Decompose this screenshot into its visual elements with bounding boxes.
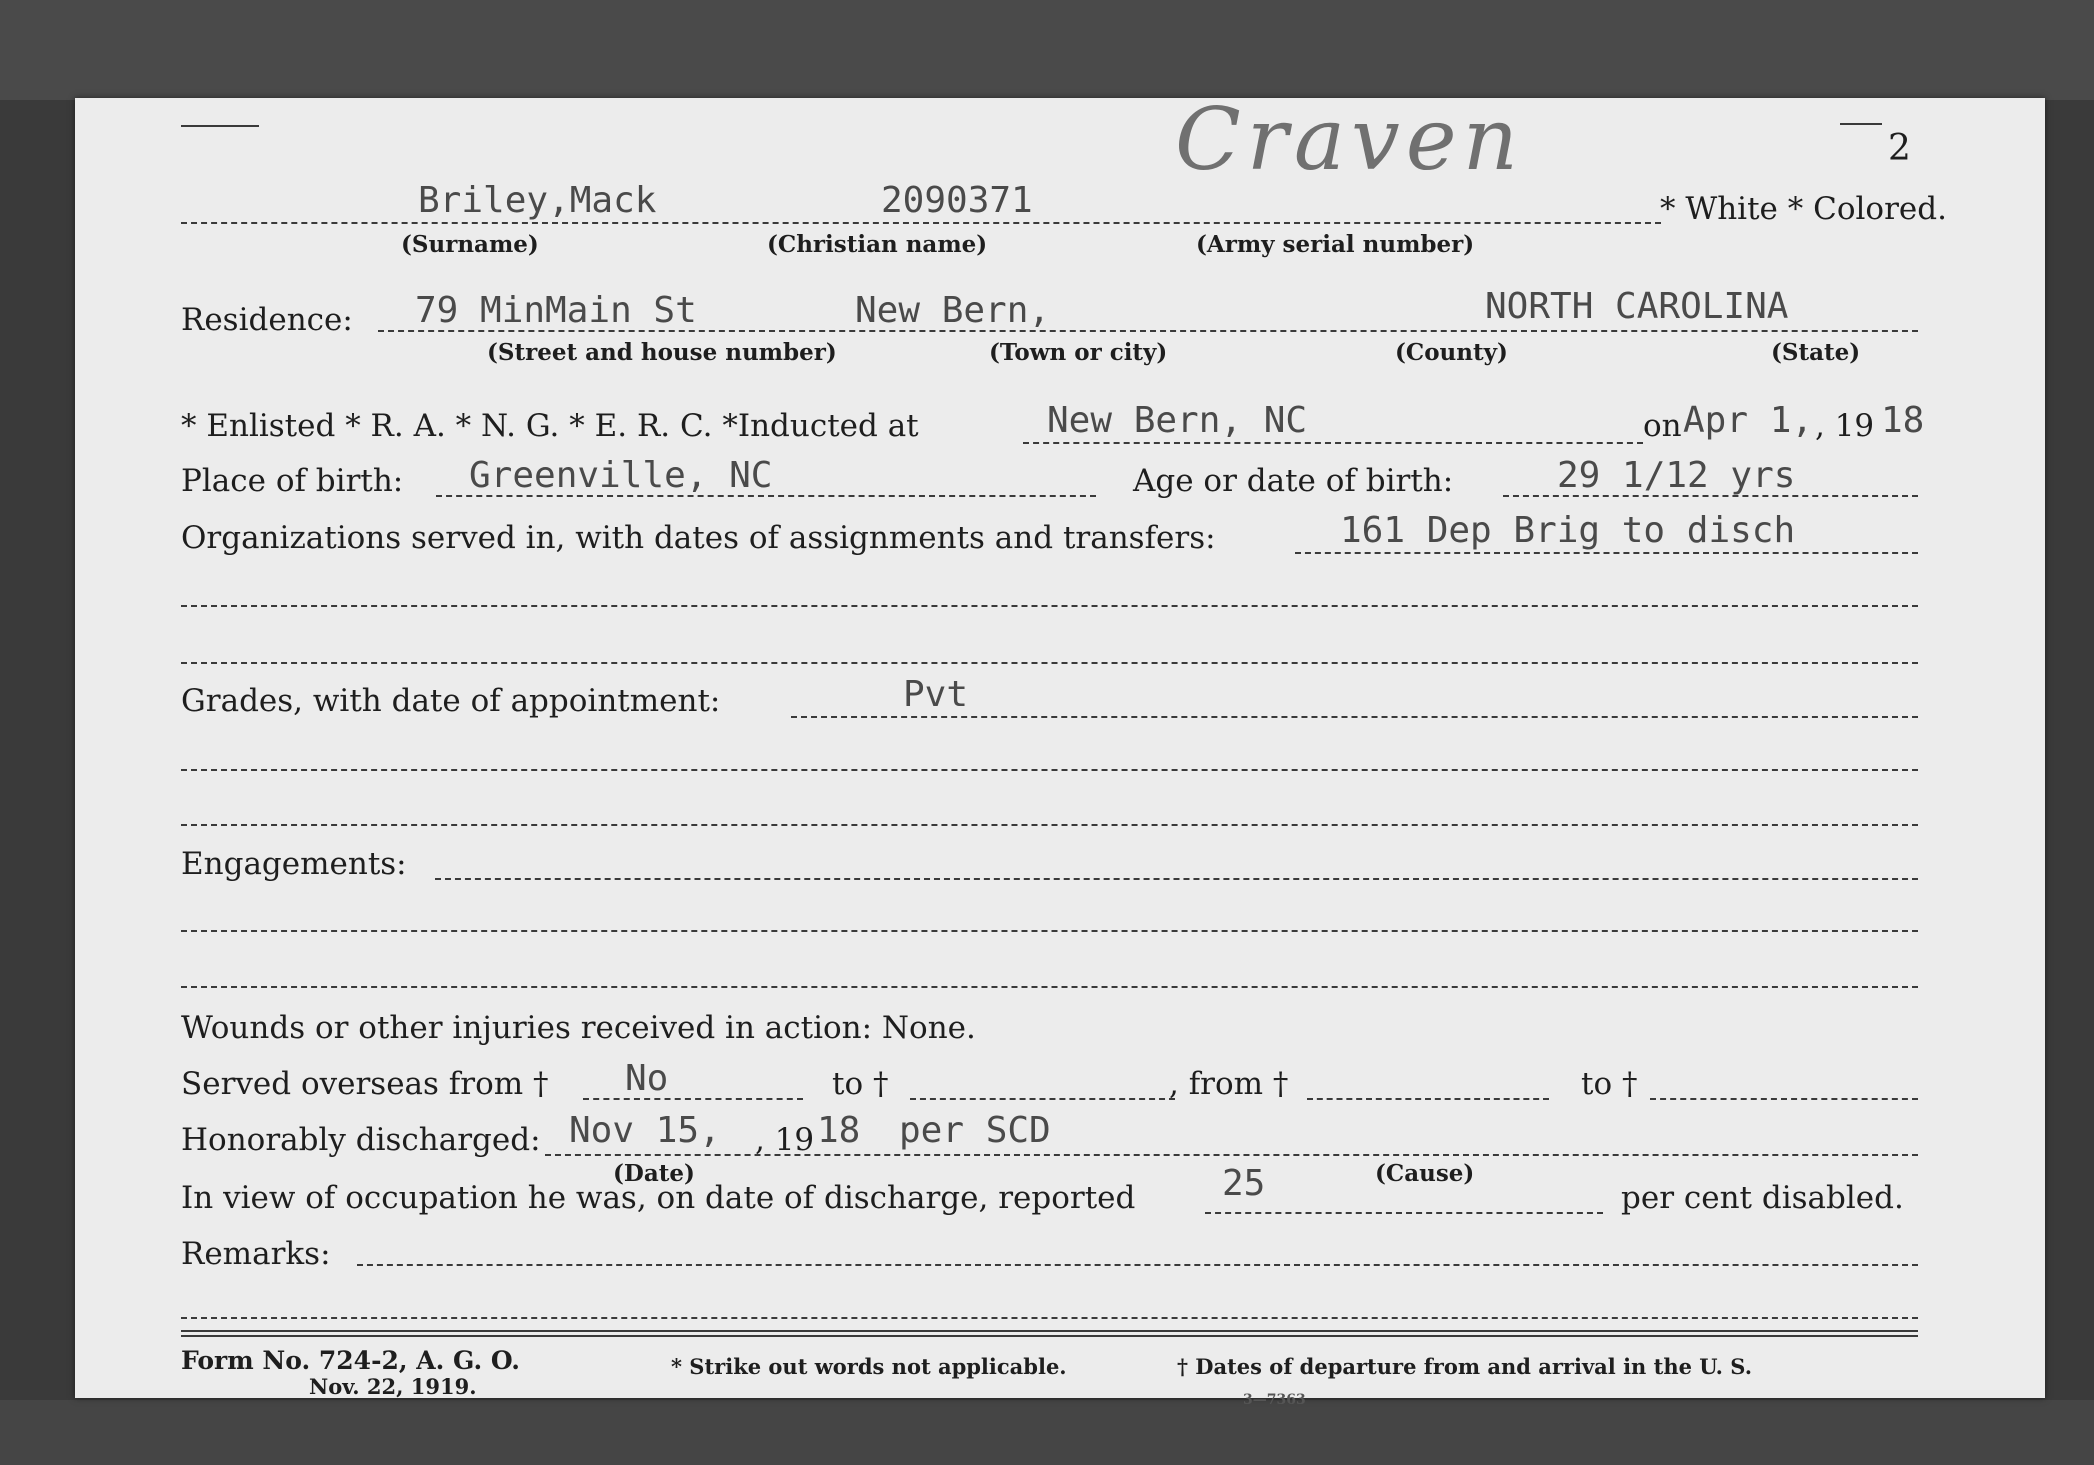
enlisted-text: * Enlisted * R. A. * N. G. * E. R. C. *Inducted at — [181, 408, 919, 444]
grades-label: Grades, with date of appointment: — [181, 683, 721, 719]
inducted-line — [1023, 442, 1643, 444]
age-label: Age or date of birth: — [1133, 463, 1454, 499]
remarks-label: Remarks: — [181, 1236, 331, 1272]
disability-text-after: per cent disabled. — [1621, 1180, 1904, 1216]
overseas-to1-text: to † — [832, 1066, 889, 1102]
discharge-line — [545, 1154, 1918, 1156]
caption-state: (State) — [1771, 339, 1861, 366]
organizations-typed: 161 Dep Brig to disch — [1340, 510, 1796, 551]
inducted-year-prefix: , 19 — [1815, 408, 1875, 444]
overseas-label: Served overseas from † — [181, 1066, 549, 1102]
residence-street-typed: 79 MinMain St — [415, 290, 697, 331]
disability-typed: 25 — [1222, 1163, 1266, 1204]
overseas-from1-typed: No — [625, 1058, 669, 1099]
inducted-on-text: on — [1643, 408, 1682, 444]
caption-serial: (Army serial number) — [1196, 231, 1475, 258]
overseas-from1-line — [583, 1098, 803, 1100]
engagements-line-2 — [181, 930, 1918, 932]
residence-label: Residence: — [181, 302, 353, 338]
inducted-date-typed: Apr 1, — [1683, 400, 1814, 441]
place-of-birth-typed: Greenville, NC — [469, 455, 773, 496]
footer-rule-1 — [181, 1330, 1918, 1332]
name-typed: Briley,Mack — [418, 180, 657, 221]
disability-line — [1205, 1212, 1603, 1214]
overseas-from2-line — [1307, 1098, 1549, 1100]
residence-state-typed: NORTH CAROLINA — [1485, 286, 1789, 327]
scan-background-top — [0, 0, 2094, 100]
caption-town: (Town or city) — [989, 339, 1168, 366]
overseas-to2-text: to † — [1581, 1066, 1638, 1102]
scan-background-bottom — [0, 1400, 2094, 1465]
engagements-label: Engagements: — [181, 846, 407, 882]
grades-line-3 — [181, 824, 1918, 826]
caption-county: (County) — [1395, 339, 1508, 366]
footnote-strike: * Strike out words not applicable. — [671, 1354, 1067, 1379]
grades-typed: Pvt — [903, 674, 969, 715]
name-line — [181, 222, 1661, 224]
service-record-card — [75, 90, 2045, 1408]
organizations-label: Organizations served in, with dates of assignments and transfers: — [181, 520, 1216, 556]
handwritten-county: Craven — [1175, 90, 1525, 190]
inducted-place-typed: New Bern, NC — [1047, 400, 1308, 441]
footer-rule-2 — [181, 1335, 1918, 1337]
remarks-line — [357, 1264, 1918, 1266]
caption-street: (Street and house number) — [487, 339, 837, 366]
organizations-line-2 — [181, 605, 1918, 607]
overseas-to1-line — [910, 1098, 1175, 1100]
grades-line — [791, 716, 1918, 718]
discharge-year-typed: 18 — [817, 1110, 861, 1151]
caption-surname: (Surname) — [401, 231, 539, 258]
top-left-rule — [181, 125, 259, 127]
organizations-line-3 — [181, 662, 1918, 664]
discharge-date-typed: Nov 15, — [569, 1110, 721, 1151]
engagements-line — [435, 878, 1918, 880]
form-number: Form No. 724-2, A. G. O. — [181, 1346, 520, 1375]
top-right-rule — [1840, 123, 1882, 125]
remarks-line-2 — [181, 1317, 1918, 1319]
age-typed: 29 1/12 yrs — [1557, 455, 1796, 496]
caption-christian: (Christian name) — [767, 231, 988, 258]
overseas-from2-text: , from † — [1169, 1066, 1289, 1102]
caption-discharge-date: (Date) — [613, 1160, 695, 1187]
discharge-label: Honorably discharged: — [181, 1122, 541, 1158]
print-code: 3—7363 — [1243, 1392, 1306, 1408]
discharge-cause-typed: per SCD — [899, 1110, 1051, 1151]
discharge-year-prefix: , 19 — [755, 1122, 815, 1158]
footnote-dates: † Dates of departure from and arrival in the U. S. — [1177, 1354, 1753, 1379]
inducted-year-typed: 18 — [1881, 400, 1925, 441]
card-number: 2 — [1888, 128, 1911, 169]
organizations-line — [1295, 552, 1918, 554]
race-text: * White * Colored. — [1660, 191, 1947, 227]
disability-text-before: In view of occupation he was, on date of discharge, reported — [181, 1180, 1136, 1216]
place-of-birth-label: Place of birth: — [181, 463, 404, 499]
serial-typed: 2090371 — [881, 180, 1033, 221]
residence-town-typed: New Bern, — [855, 290, 1051, 331]
form-date: Nov. 22, 1919. — [309, 1374, 477, 1399]
overseas-to2-line — [1650, 1098, 1918, 1100]
wounds-text: Wounds or other injuries received in action: None. — [181, 1010, 976, 1046]
engagements-line-3 — [181, 986, 1918, 988]
caption-discharge-cause: (Cause) — [1375, 1160, 1475, 1187]
grades-line-2 — [181, 769, 1918, 771]
